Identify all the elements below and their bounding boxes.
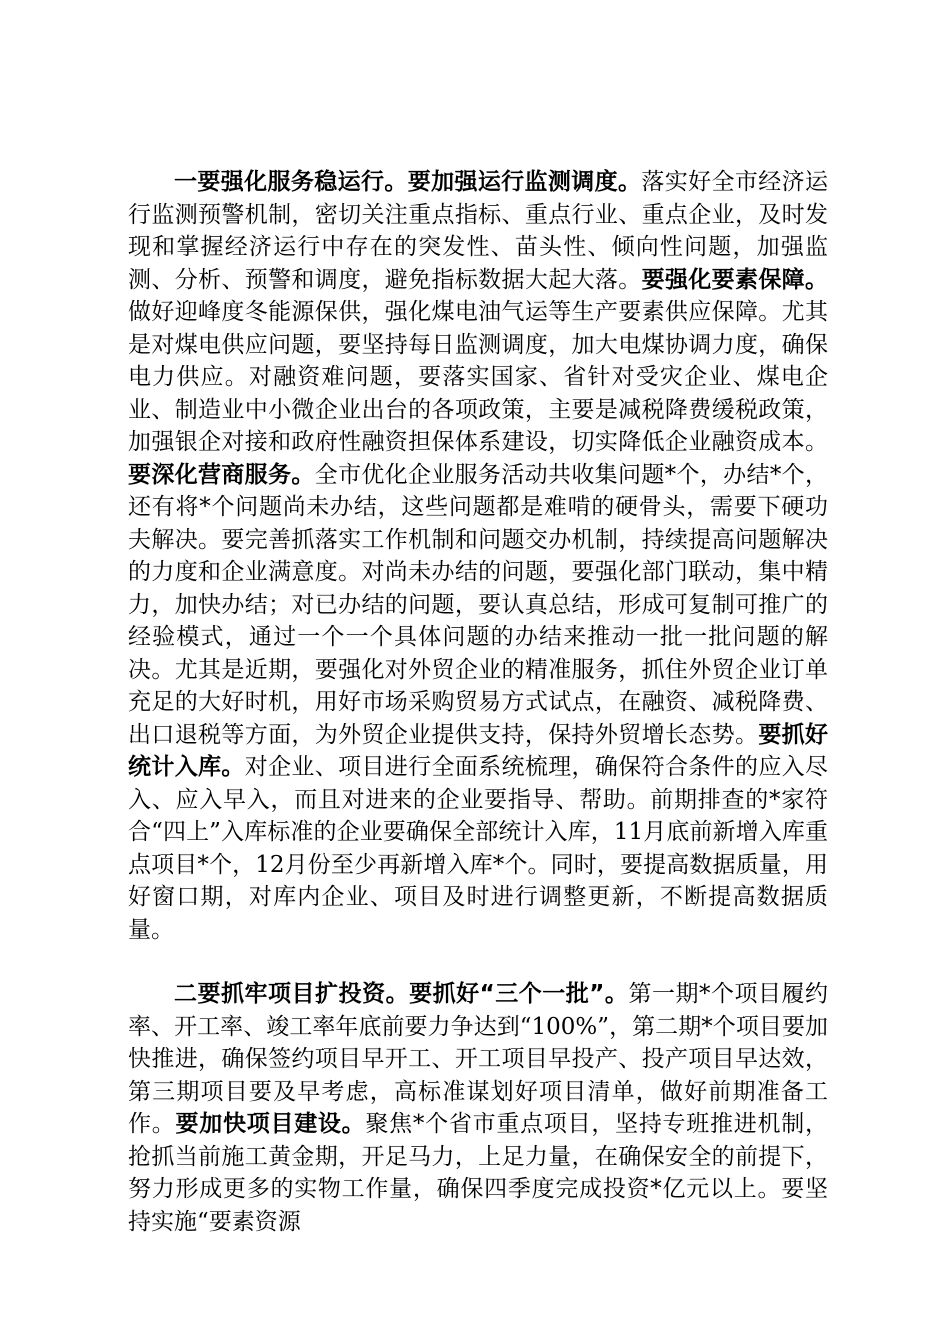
heading-project-investment: 二要抓牢项目扩投资。要抓好“三个一批”。 xyxy=(174,981,629,1007)
body-text: 全市优化企业服务活动共收集问题*个，办结*个，还有将*个问题尚未办结，这些问题都是难啃的硬骨头，需要下硬功夫解决。要完善抓落实工作机制和问题交办机制，持续提高问题解决的力度和企业满意度。对尚未办结的问题，要强化部门联动，集中精力，加快办结；对已办结的问题，要认真总结，形成可复制可推广的经验模式，通过一个一个具体问题的办结来推动一批一批问题的解决。尤其是近期，要强化对外贸企业的精准服务，抓住外贸企业订单充足的大好时机，用好市场采购贸易方式试点，在融资、减税降费、出口退税等方面，为外贸企业提供支持，保持外贸增长态势。 xyxy=(128,461,829,748)
heading-factor-guarantee: 要强化要素保障。 xyxy=(641,266,829,293)
paragraph-project-investment xyxy=(128,978,828,1238)
body-text: 第一期*个项目履约率、开工率、竣工率年底前要力争达到“100%”，第二期*个项目要加快推进，确保签约项目早开工、开工项目早投产、投产项目早达效，第三期项目要及早考虑，高标准谋划好项目清单，做好前期准备工作。 xyxy=(128,981,829,1137)
body-text: 聚焦*个省市重点项目，坚持专班推进机制，抢抓当前施工黄金期，开足马力，上足力量，在确保安全的前提下，努力形成更多的实物工作量，确保四季度完成投资*亿元以上。要坚持实施“要素资源 xyxy=(128,1111,829,1235)
body-text: 做好迎峰度冬能源保供，强化煤电油气运等生产要素供应保障。尤其是对煤电供应问题，要坚持每日监测调度，加大电煤协调力度，确保电力供应。对融资难问题，要落实国家、省针对受灾企业、煤电企业、制造业中小微企业出台的各项政策，主要是减税降费缓税政策，加强银企对接和政府性融资担保体系建设，切实降低企业融资成本。 xyxy=(128,299,828,455)
paragraph-service-operation xyxy=(128,166,828,946)
heading-statistics-entry: 要抓好统计入库。 xyxy=(128,721,829,780)
body-text: 对企业、项目进行全面系统梳理，确保符合条件的应入尽入、应入早入，而且对进来的企业要指导、帮助。前期排查的*家符合“四上”入库标准的企业要确保全部统计入库，11月底前新增入库重点项目*个，12月份至少再新增入库*个。同时，要提高数据质量，用好窗口期，对库内企业、项目及时进行调整更新，不断提高数据质量。 xyxy=(128,754,829,943)
body-text: 落实好全市经济运行监测预警机制，密切关注重点指标、重点行业、重点企业，及时发现和掌握经济运行中存在的突发性、苗头性、倾向性问题，加强监测、分析、预警和调度，避免指标数据大起大落。 xyxy=(128,169,829,293)
heading-strengthen-service: 一要强化服务稳运行。要加强运行监测调度。 xyxy=(174,169,642,195)
heading-business-service: 要深化营商服务。 xyxy=(128,461,315,488)
heading-project-construction: 要加快项目建设。 xyxy=(175,1111,366,1137)
document-body xyxy=(128,166,828,1238)
